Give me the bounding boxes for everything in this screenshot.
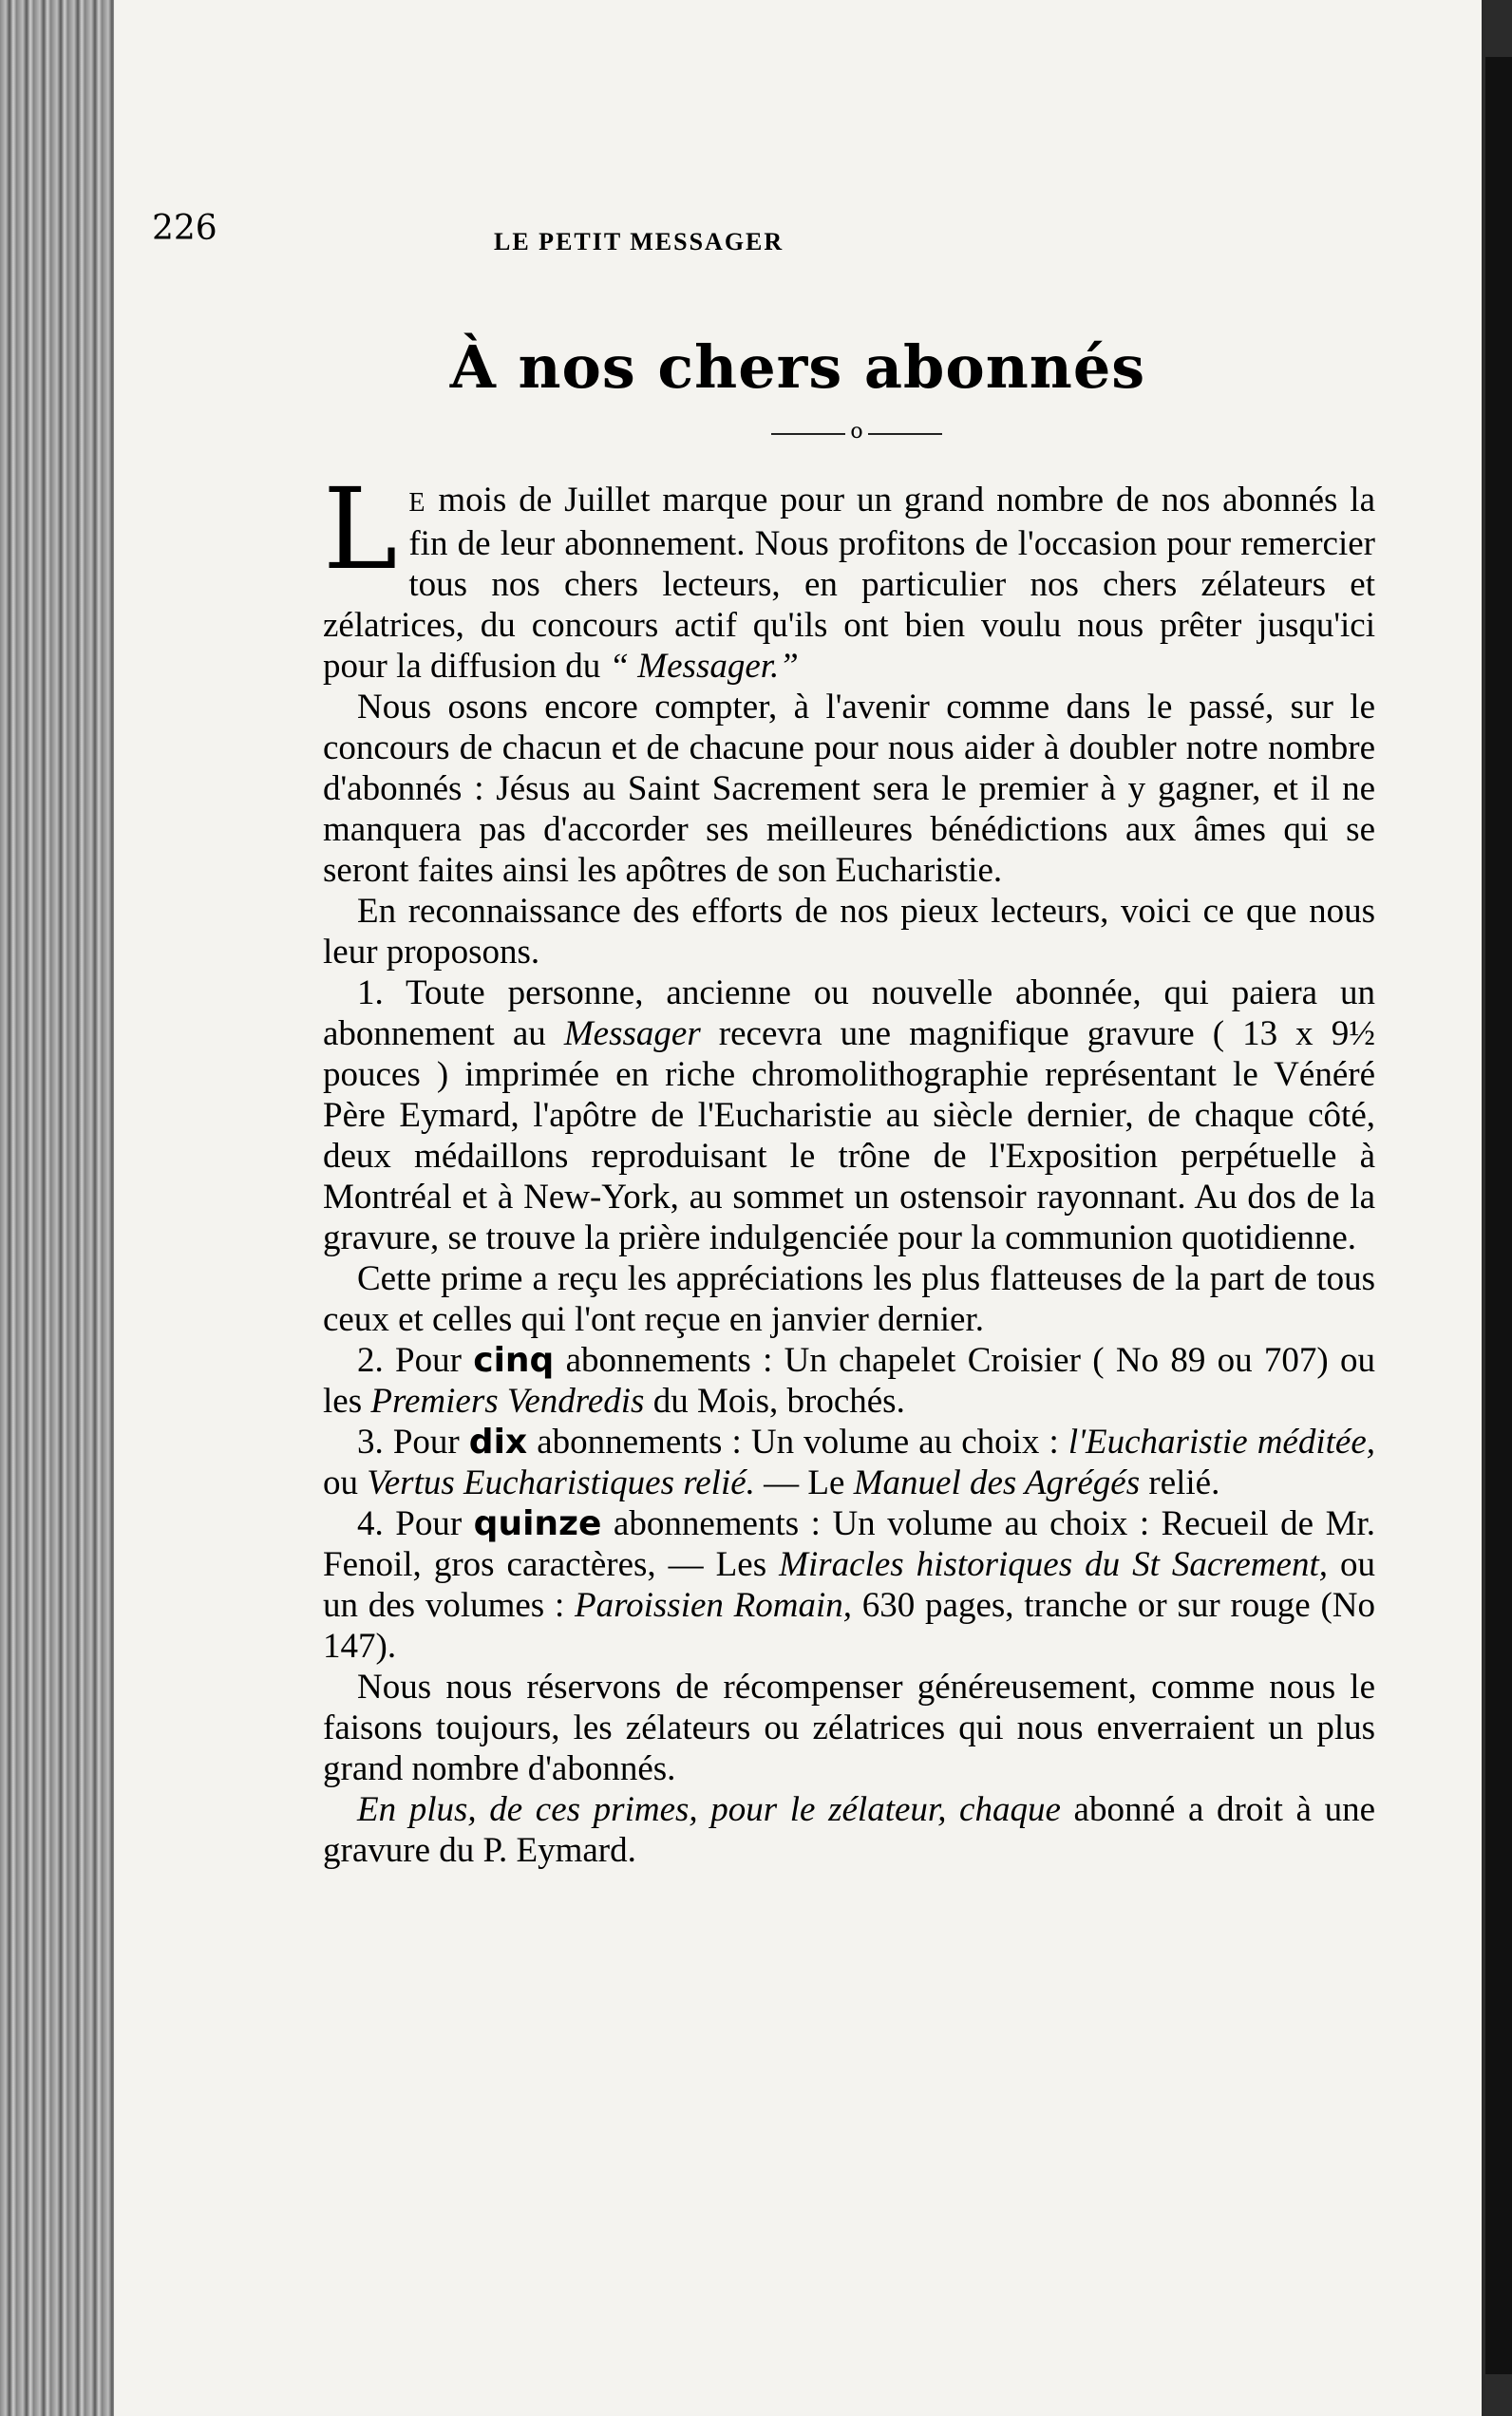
drop-cap: L bbox=[323, 463, 398, 595]
paragraph-offer-4: 4. Pour quinze abonnements : Un volume au choix : Recueil de Mr. Fenoil, gros caractères, — Les Miracles historiques du St Sacrement, ou un des volumes : Paroissien Romain, 630 pages, tranche or sur rouge (No 147). bbox=[323, 1504, 1375, 1666]
paragraph-intro: L E mois de Juillet marque pour un grand nombre de nos abonnés la fin de leur abonnement. Nous profitons de l'occasion pour remercier tous nos chers lecteurs, en particulier nos chers zélateurs et zélatrices, du concours actif qu'ils ont bien voulu nous prêter jusqu'ici pour la diffusion du “ Messager.” bbox=[323, 463, 1375, 686]
page-header bbox=[152, 209, 1358, 266]
book-page-edges bbox=[0, 0, 123, 2416]
paragraph-offer-2: 2. Pour cinq abonnements : Un chapelet Croisier ( No 89 ou 707) ou les Premiers Vendredis du Mois, brochés. bbox=[323, 1341, 1375, 1421]
paragraph: Cette prime a reçu les appréciations les plus flatteuses de la part de tous ceux et celles qui l'ont reçue en janvier dernier. bbox=[323, 1259, 1375, 1339]
paragraph: En reconnaissance des efforts de nos pieux lecteurs, voici ce que nous leur proposons. bbox=[323, 892, 1375, 972]
page-number: 226 bbox=[152, 209, 217, 248]
paragraph: Nous nous réservons de récompenser généreusement, comme nous le faisons toujours, les zélateurs ou zélatrices qui nous enverraient un plus grand nombre d'abonnés. bbox=[323, 1668, 1375, 1788]
paragraph-offer-1: 1. Toute personne, ancienne ou nouvelle abonnée, qui paiera un abonnement au Messager recevra une magnifique gravure ( 13 x 9½ pouces ) imprimée en riche chromolithographie représentant le Vénéré Père Eymard, l'apôtre de l'Eucharistie au siècle dernier, de chaque côté, deux médaillons reproduisant le trône de l'Exposition perpétuelle à Montréal et à New-York, au sommet un ostensoir rayonnant. Au dos de la gravure, se trouve la prière indulgenciée pour la communion quotidienne. bbox=[323, 973, 1375, 1257]
running-head: LE PETIT MESSAGER bbox=[494, 228, 784, 255]
article-title: À nos chers abonnés bbox=[449, 332, 1146, 402]
title-ornament-mark: o bbox=[845, 420, 868, 444]
paragraph: Nous osons encore compter, à l'avenir comme dans le passé, sur le concours de chacun et de chacune pour nous aider à doubler notre nombre d'abonnés : Jésus au Saint Sacrement sera le premier à y gagner, et il ne manquera pas d'accorder ses meilleures bénédictions aux âmes qui se seront faites ainsi les apôtres de son Eucharistie. bbox=[323, 688, 1375, 890]
paragraph-offer-3: 3. Pour dix abonnements : Un volume au choix : l'Eucharistie méditée, ou Vertus Eucharistiques relié. — Le Manuel des Agrégés relié. bbox=[323, 1423, 1375, 1502]
lead-letter: E bbox=[408, 488, 426, 518]
paragraph-closing: En plus, de ces primes, pour le zélateur, chaque abonné a droit à une gravure du P. Eymard. bbox=[323, 1790, 1375, 1870]
facing-page-edge bbox=[1485, 57, 1512, 2374]
article-body bbox=[323, 463, 1375, 1871]
